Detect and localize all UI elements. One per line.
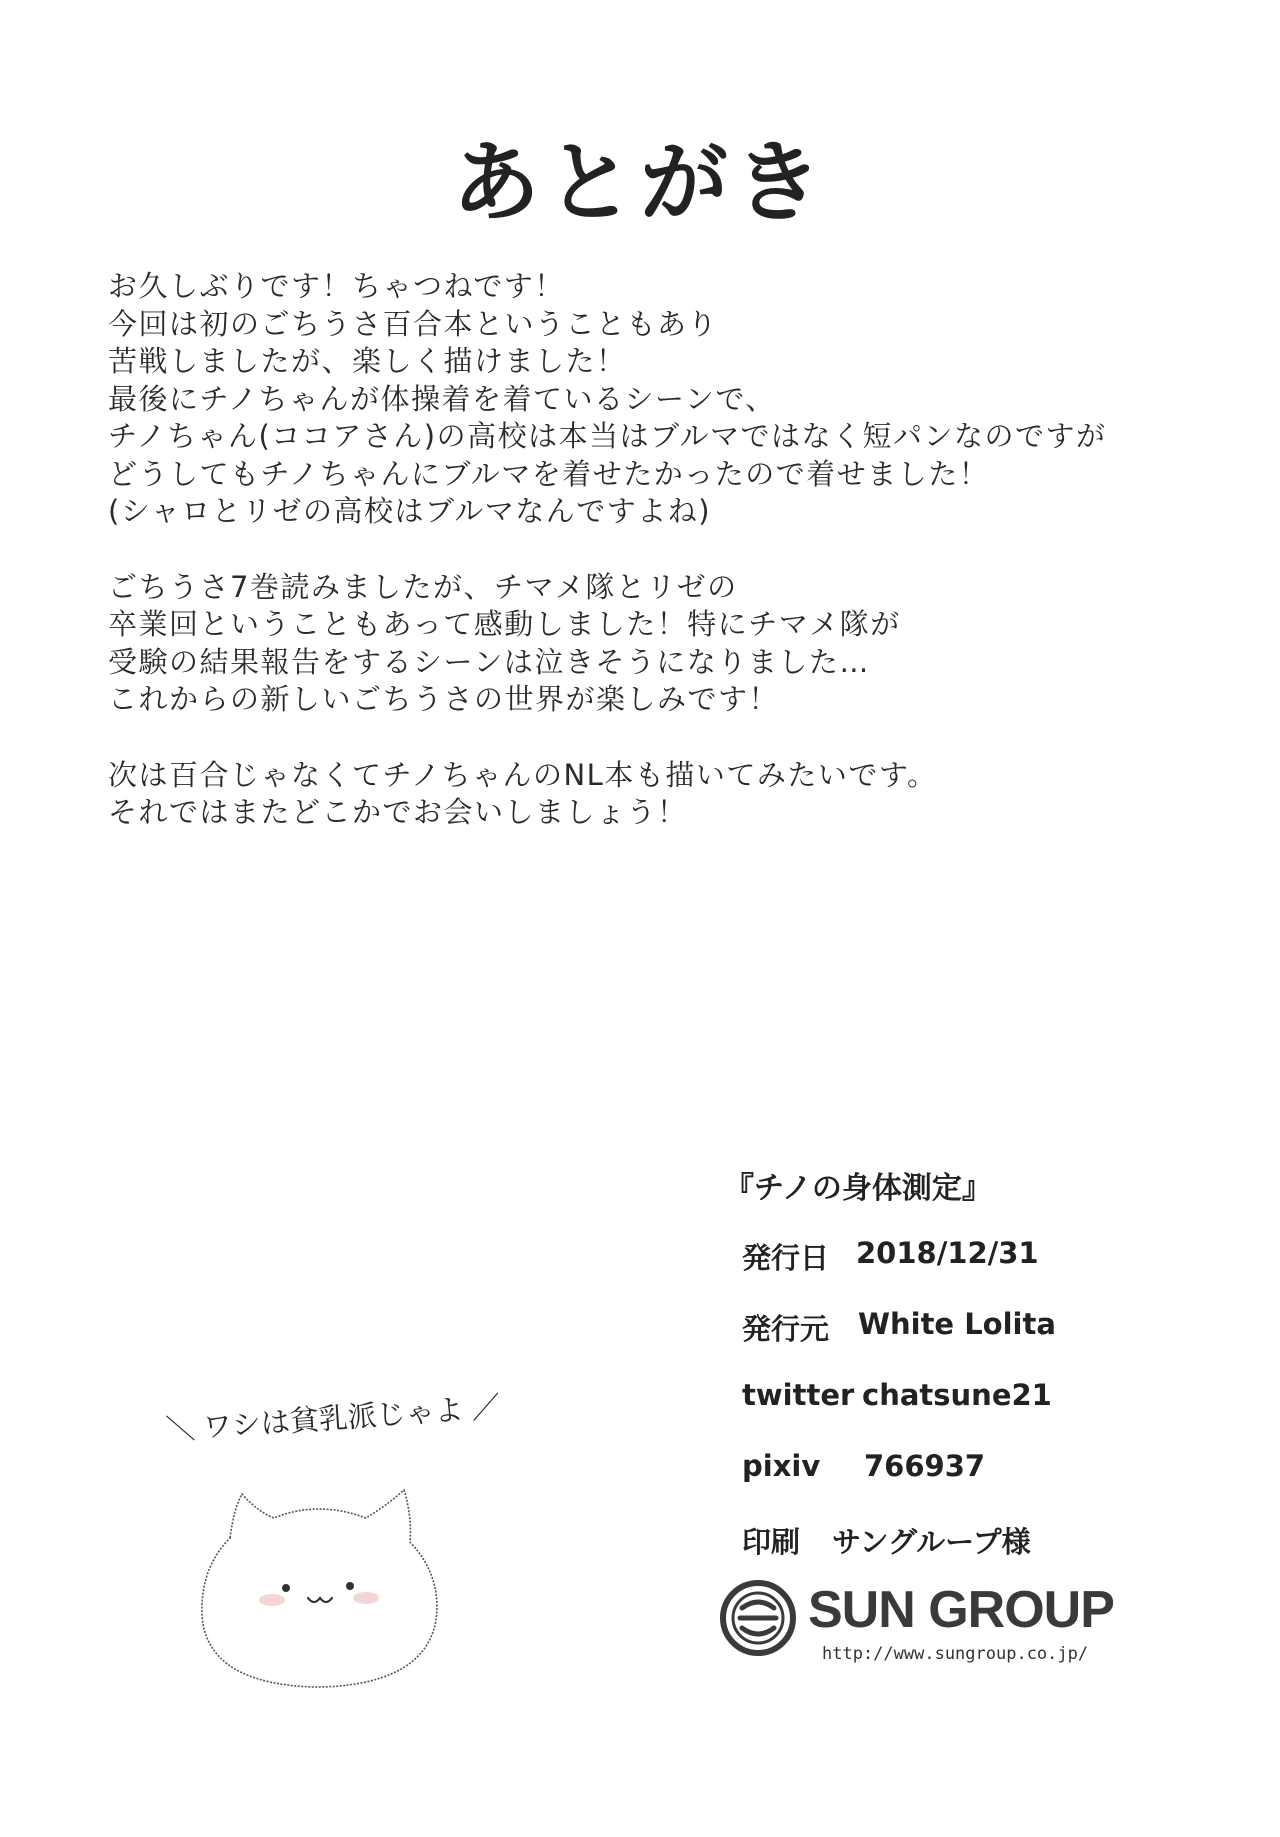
colophon-label: 印刷 bbox=[742, 1525, 801, 1559]
sun-group-logo bbox=[718, 1578, 1138, 1668]
text-line: 次は百合じゃなくてチノちゃんのNL本も描いてみたいです。 bbox=[108, 757, 938, 792]
afterword-paragraph-2 bbox=[108, 569, 1168, 719]
text-line: ごちうさ7巻読みましたが、チマメ隊とリゼの bbox=[108, 569, 738, 604]
book-title: 『チノの身体測定』 bbox=[724, 1171, 992, 1206]
colophon-value: White Lolita bbox=[858, 1307, 1056, 1341]
speech-text: ワシは貧乳派じゃよ bbox=[201, 1392, 465, 1445]
text-line: チノちゃん(ココアさん)の高校は本当はブルマではなく短パンなのですが bbox=[108, 419, 1107, 453]
text-line: 今回は初のごちうさ百合本ということもあり bbox=[108, 306, 719, 341]
afterword-paragraph-3 bbox=[108, 757, 1168, 832]
speech-caption bbox=[165, 1385, 502, 1449]
text-line: (シャロとリゼの高校はブルマなんですよね) bbox=[108, 494, 712, 528]
colophon-label: 発行元 bbox=[742, 1312, 830, 1346]
colophon-value: chatsune21 bbox=[862, 1378, 1052, 1412]
text-line: それではまたどこかでお会いしましょう！ bbox=[108, 795, 688, 829]
colophon-label: pixiv bbox=[742, 1449, 821, 1483]
text-line: 受験の結果報告をするシーンは泣きそうになりました… bbox=[108, 644, 870, 679]
cat-mascot-icon bbox=[190, 1460, 450, 1690]
speech-mark-right: ／ bbox=[470, 1389, 502, 1426]
colophon-value: 766937 bbox=[864, 1449, 986, 1483]
colophon-value: サングループ様 bbox=[832, 1525, 1031, 1559]
speech-mark-left: ＼ bbox=[164, 1411, 197, 1447]
text-line: 苦戦しましたが、楽しく描けました！ bbox=[108, 344, 627, 378]
logo-name: SUN GROUP bbox=[808, 1581, 1114, 1639]
colophon-row-twitter bbox=[742, 1378, 1052, 1412]
text-line: どうしてもチノちゃんにブルマを着せたかったので着せました！ bbox=[108, 456, 990, 491]
colophon-row-date bbox=[742, 1236, 1039, 1277]
colophon-label: 発行日 bbox=[742, 1241, 830, 1275]
colophon-row-pixiv bbox=[742, 1449, 986, 1483]
colophon-label: twitter bbox=[742, 1378, 855, 1412]
colophon-value: 2018/12/31 bbox=[856, 1236, 1039, 1270]
afterword-body bbox=[108, 268, 1168, 870]
afterword-paragraph-1 bbox=[108, 268, 1168, 531]
sun-group-emblem-icon bbox=[718, 1578, 798, 1658]
text-line: 卒業回ということもあって感動しました！特にチマメ隊が bbox=[108, 607, 901, 641]
text-line: お久しぶりです！ちゃつねです！ bbox=[108, 269, 565, 303]
colophon-row-publisher bbox=[742, 1307, 1056, 1348]
text-line: これからの新しいごちうさの世界が楽しみです！ bbox=[108, 682, 780, 716]
colophon-row-printer bbox=[742, 1520, 1031, 1561]
text-line: 最後にチノちゃんが体操着を着ているシーンで、 bbox=[108, 381, 776, 416]
page-title: あとがき bbox=[451, 131, 828, 234]
logo-url: http://www.sungroup.co.jp/ bbox=[822, 1644, 1089, 1664]
